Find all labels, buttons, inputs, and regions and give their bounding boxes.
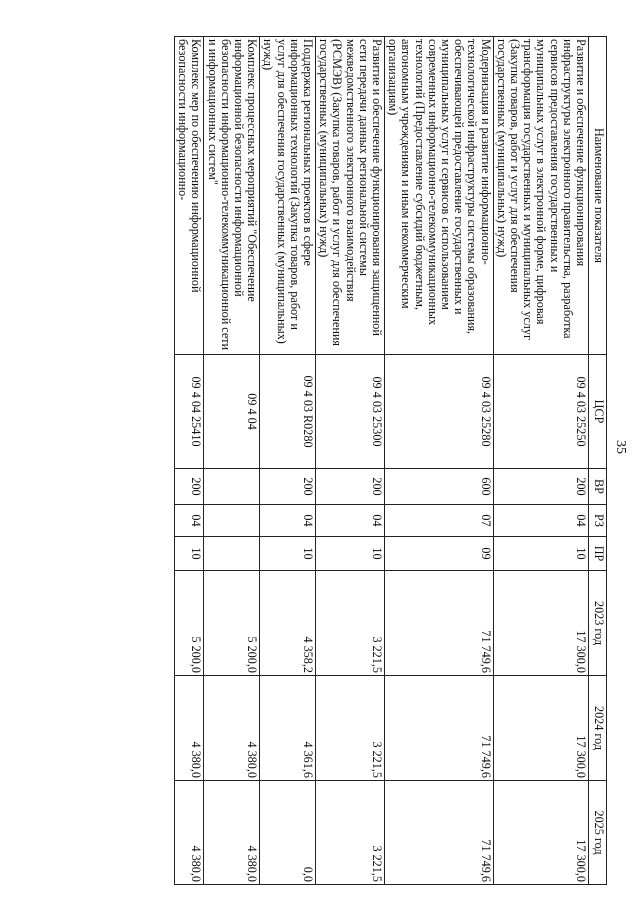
row-2023: 3 221,5 [315, 571, 384, 676]
row-rz: 04 [174, 505, 203, 537]
row-name: Комплекс мер по обеспечению информационной безопасности информационно- [174, 37, 203, 355]
table-row [260, 37, 316, 885]
row-name: Модернизация и развитие информационно-технологической инфраструктуры системы образования, обеспечивающей предоставление государственных и муниципальных услуг и сервисов с использованием современных информационно-телекоммуникационных технологий (Предоставление субсидий бюджетным, автономным учреждениям и иным некоммерческим организациям) [384, 37, 493, 355]
row-2023: 4 358,2 [260, 571, 316, 676]
row-csr: 09 4 04 25410 [174, 355, 203, 469]
row-rz: 04 [260, 505, 316, 537]
row-name: Комплекс процессных мероприятий "Обеспечение информационной безопасности информационной безопасности информационно-телекоммуникационной сети и информационных систем" [204, 37, 260, 355]
row-vr: 200 [260, 469, 316, 505]
col-header-2024: 2024 год [589, 676, 607, 781]
table-row [204, 37, 260, 885]
col-header-vr: ВР [589, 469, 607, 505]
col-header-2023: 2023 год [589, 571, 607, 676]
row-pr: 10 [260, 537, 316, 571]
row-2024: 17 300,0 [493, 676, 588, 781]
table-row [174, 37, 203, 885]
row-2023: 71 749,6 [384, 571, 493, 676]
row-vr: 200 [315, 469, 384, 505]
row-csr: 09 4 03 25280 [384, 355, 493, 469]
row-csr: 09 4 03 25250 [493, 355, 588, 469]
row-pr: 10 [315, 537, 384, 571]
page-number: 35 [613, 440, 628, 454]
row-pr [204, 537, 260, 571]
col-header-name: Наименование показателя [589, 37, 607, 355]
row-2023: 5 200,0 [204, 571, 260, 676]
row-2024: 4 361,6 [260, 676, 316, 781]
row-rz [204, 505, 260, 537]
row-pr: 09 [384, 537, 493, 571]
col-header-2025: 2025 год [589, 781, 607, 885]
row-csr: 09 4 03 R0280 [260, 355, 316, 469]
row-rz: 04 [315, 505, 384, 537]
col-header-csr: ЦСР [589, 355, 607, 469]
row-vr: 200 [174, 469, 203, 505]
row-vr [204, 469, 260, 505]
row-name: Развитие и обеспечение функционирования защищенной сети передачи данных региональной системы межведомственного электронного взаимодействия (РСМЭВ) (Закупка товаров, работ и услуг для обеспечения государственных (муниципальных) нужд) [315, 37, 384, 355]
row-vr: 600 [384, 469, 493, 505]
row-2025: 4 380,0 [174, 781, 203, 885]
table-row [315, 37, 384, 885]
table-row [384, 37, 493, 885]
row-rz: 07 [384, 505, 493, 537]
row-2025: 71 749,6 [384, 781, 493, 885]
budget-table [174, 36, 607, 885]
row-2023: 17 300,0 [493, 571, 588, 676]
row-csr: 09 4 04 [204, 355, 260, 469]
row-pr: 10 [493, 537, 588, 571]
row-2024: 4 380,0 [174, 676, 203, 781]
row-2024: 71 749,6 [384, 676, 493, 781]
row-2023: 5 200,0 [174, 571, 203, 676]
row-name: Поддержка региональных проектов в сфере информационных технологий (Закупка товаров, работ и услуг для обеспечения государственных (муниципальных) нужд) [260, 37, 316, 355]
row-vr: 200 [493, 469, 588, 505]
table-row [493, 37, 588, 885]
row-2025: 3 221,5 [315, 781, 384, 885]
col-header-rz: РЗ [589, 505, 607, 537]
row-csr: 09 4 03 25300 [315, 355, 384, 469]
row-2025: 17 300,0 [493, 781, 588, 885]
row-2024: 4 380,0 [204, 676, 260, 781]
header-row [589, 37, 607, 885]
row-pr: 10 [174, 537, 203, 571]
row-2024: 3 221,5 [315, 676, 384, 781]
row-name: Развитие и обеспечение функционирования инфраструктуры электронного правительства, разработка сервисов предоставления государственных и муниципальных услуг в электронной форме, цифровая трансформация государственных и муниципальных услуг (Закупка товаров, работ и услуг для обеспечения государственных (муниципальных) нужд) [493, 37, 588, 355]
row-2025: 4 380,0 [204, 781, 260, 885]
col-header-pr: ПР [589, 537, 607, 571]
row-rz: 04 [493, 505, 588, 537]
row-2025: 0,0 [260, 781, 316, 885]
